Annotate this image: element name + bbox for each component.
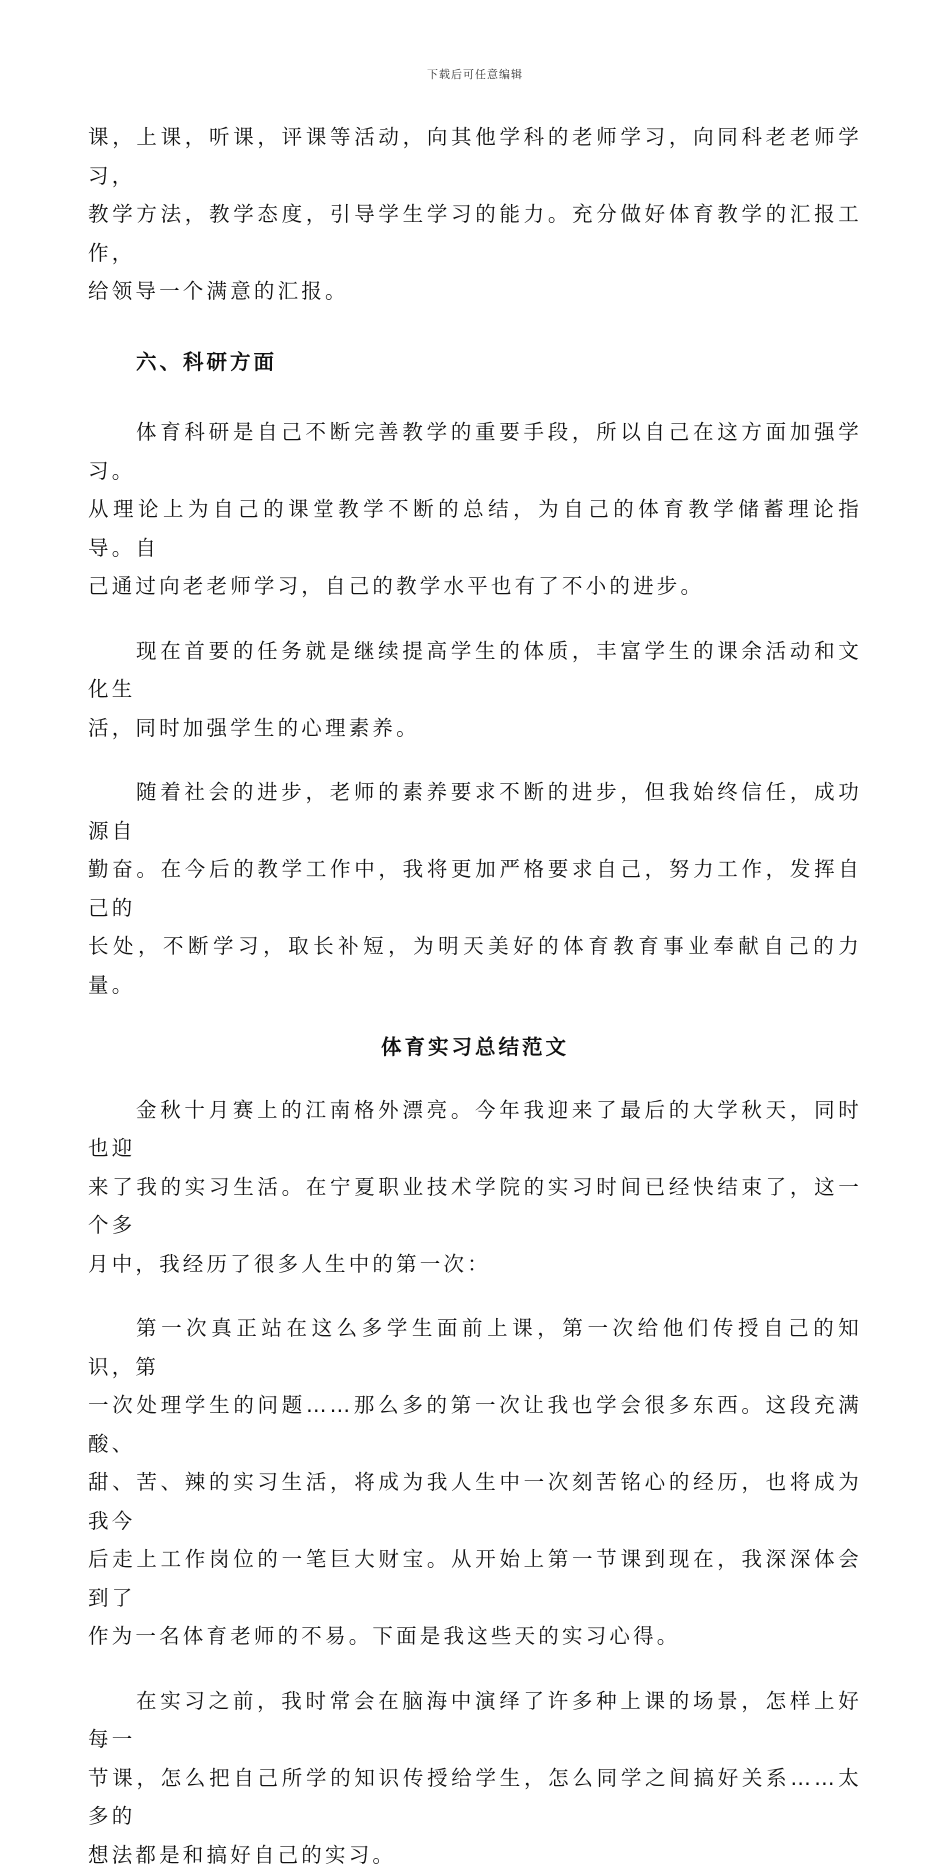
spacer (88, 1656, 862, 1682)
spacer (88, 1283, 862, 1309)
paragraph-before-internship: 在实习之前，我时常会在脑海中演绎了许多种上课的场景，怎样上好每一 节课，怎么把自己所学的知识传授给学生，怎么同学之间搞好关系……太多的 想法都是和搞好自己的实习。 (88, 1682, 862, 1874)
spacer (88, 381, 862, 413)
spacer (88, 1004, 862, 1028)
paragraph-continuation: 课，上课，听课，评课等活动，向其他学科的老师学习，向同科老老师学习， 教学方法，教学态度，引导学生学习的能力。充分做好体育教学的汇报工作， 给领导一个满意的汇报。 (88, 118, 862, 311)
document-body (88, 118, 862, 1874)
paragraph-priority-task: 现在首要的任务就是继续提高学生的体质，丰富学生的课余活动和文化生 活，同时加强学生的心理素养。 (88, 632, 862, 748)
spacer (88, 311, 862, 343)
spacer (88, 606, 862, 632)
page-header-note: 下载后可任意编辑 (0, 66, 950, 82)
paragraph-conclusion: 随着社会的进步，老师的素养要求不断的进步，但我始终信任，成功源自 勤奋。在今后的教学工作中，我将更加严格要求自己，努力工作，发挥自己的 长处，不断学习，取长补短，为明天美好的体育教育事业奉献自己的力量。 (88, 773, 862, 1004)
paragraph-research: 体育科研是自己不断完善教学的重要手段，所以自己在这方面加强学习。 从理论上为自己的课堂教学不断的总结，为自己的体育教学储蓄理论指导。自 己通过向老老师学习，自己的教学水平也有了不小的进步。 (88, 413, 862, 606)
section-heading-research: 六、科研方面 (88, 343, 862, 382)
document-title-internship-summary: 体育实习总结范文 (88, 1028, 862, 1067)
spacer (88, 1067, 862, 1091)
paragraph-first-time: 第一次真正站在这么多学生面前上课，第一次给他们传授自己的知识，第 一次处理学生的问题……那么多的第一次让我也学会很多东西。这段充满酸、 甜、苦、辣的实习生活，将成为我人生中一次刻苦铭心的经历，也将成为我今 后走上工作岗位的一笔巨大财宝。从开始上第一节课到现在，我深深体会到了 作为一名体育老师的不易。下面是我这些天的实习心得。 (88, 1309, 862, 1656)
spacer (88, 747, 862, 773)
paragraph-autumn-intro: 金秋十月赛上的江南格外漂亮。今年我迎来了最后的大学秋天，同时也迎 来了我的实习生活。在宁夏职业技术学院的实习时间已经快结束了，这一个多 月中，我经历了很多人生中的第一次： (88, 1091, 862, 1284)
